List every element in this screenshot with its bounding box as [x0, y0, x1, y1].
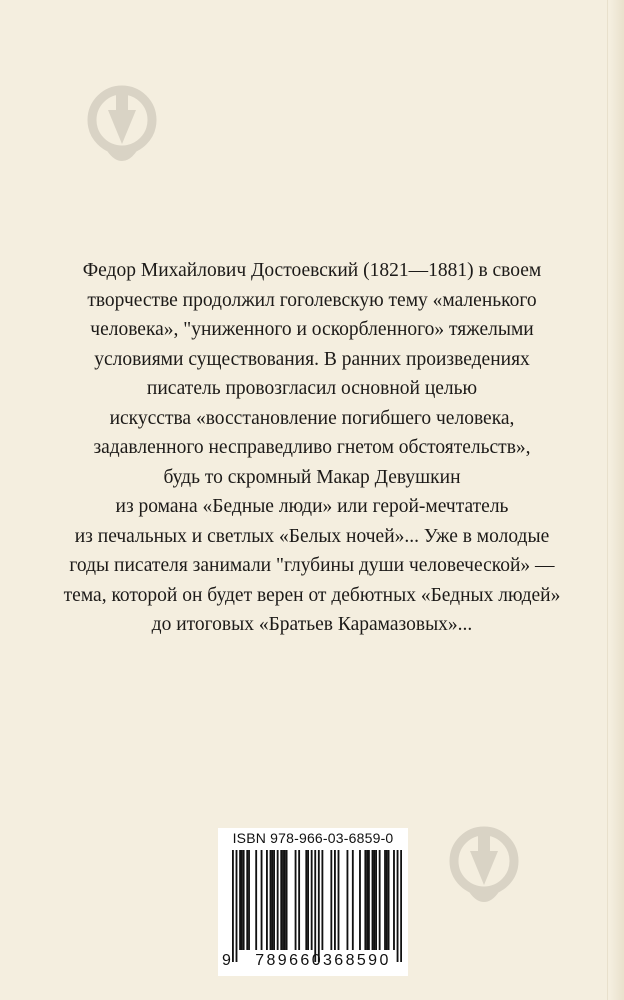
barcode-bar — [307, 850, 309, 950]
barcode-bar — [277, 850, 279, 950]
annotation-line: задавленного несправедливо гнетом обстоятельств», — [93, 437, 531, 458]
barcode-bar — [364, 850, 366, 950]
barcode-bar — [359, 850, 361, 950]
barcode-bars — [232, 850, 402, 962]
barcode-bar — [366, 850, 368, 950]
barcode-bar — [311, 850, 313, 950]
barcode-bar — [372, 850, 374, 950]
barcode-bar — [271, 850, 273, 950]
store-pin-watermark-icon — [86, 84, 158, 176]
annotation-line: творчестве продолжил гоголевскую тему «маленького — [87, 289, 537, 311]
barcode-bar — [330, 850, 332, 950]
barcode-bar — [239, 850, 241, 950]
spine-fold-line — [607, 0, 608, 1000]
barcode-bar — [321, 850, 323, 950]
barcode-bar — [347, 850, 349, 950]
barcode-bar — [384, 850, 386, 950]
barcode-bar — [255, 850, 257, 950]
annotation-line: человека», "униженного и оскорбленного» тяжелыми — [90, 319, 534, 340]
barcode-bar — [305, 850, 307, 950]
annotation-line: будь то скромный Макар Девушкин — [163, 466, 461, 488]
annotation-line: писатель провозгласил основной целью — [146, 378, 478, 399]
barcode-bar — [266, 850, 268, 950]
barcode-bar — [284, 850, 286, 950]
barcode-bar — [338, 850, 340, 950]
barcode-bar — [232, 850, 234, 962]
isbn-label: ISBN 978-966-03-6859-0 — [232, 830, 394, 846]
barcode-bar — [397, 850, 399, 962]
barcode-bar — [379, 850, 381, 950]
barcode-bar — [280, 850, 282, 950]
barcode-bar — [386, 850, 388, 950]
barcode-lead-digit: 9 — [222, 952, 231, 969]
barcode-bar — [388, 850, 390, 950]
barcode-bar — [314, 850, 316, 962]
barcode-bar — [246, 850, 248, 950]
annotation-line: условиями существования. В ранних произведениях — [94, 348, 530, 370]
barcode-bar — [273, 850, 275, 950]
barcode-bar — [248, 850, 250, 950]
store-pin-watermark-icon — [448, 825, 520, 917]
barcode-bar — [373, 850, 375, 950]
annotation-text — [44, 256, 580, 640]
barcode-bar — [241, 850, 243, 950]
barcode-bar — [393, 850, 395, 950]
barcode-bar — [270, 850, 272, 950]
barcode-bar — [286, 850, 288, 950]
page-edge — [610, 0, 624, 1000]
barcode-digits: 789660368590 — [255, 952, 391, 969]
annotation-line: из романа «Бедные люди» или герой-мечтатель — [115, 496, 509, 517]
annotation-line: годы писателя занимали "глубины души человеческой» — — [69, 555, 555, 576]
annotation-line: тема, которой он будет верен от дебютных «Бедных людей» — [63, 584, 561, 606]
annotation-line: из печальных и светлых «Белых ночей»... Уже в молодые — [74, 525, 550, 547]
barcode-bar — [261, 850, 263, 950]
annotation-line: до итоговых «Братьев Карамазовых»... — [151, 614, 473, 635]
annotation-line: искусства «восстановление погибшего человека, — [109, 407, 515, 429]
barcode-bar — [318, 850, 320, 962]
barcode-bar — [243, 850, 245, 950]
barcode-bar — [375, 850, 377, 950]
barcode-bar — [368, 850, 370, 950]
isbn-barcode — [218, 828, 408, 976]
barcode-bar — [295, 850, 297, 950]
annotation-line: Федор Михайлович Достоевский (1821—1881) в своем — [82, 260, 542, 281]
barcode-bar — [334, 850, 336, 950]
barcode-bar — [282, 850, 284, 950]
barcode-bar — [400, 850, 402, 962]
barcode-bar — [236, 850, 238, 962]
barcode-bar — [298, 850, 300, 950]
barcode-bar — [352, 850, 354, 950]
